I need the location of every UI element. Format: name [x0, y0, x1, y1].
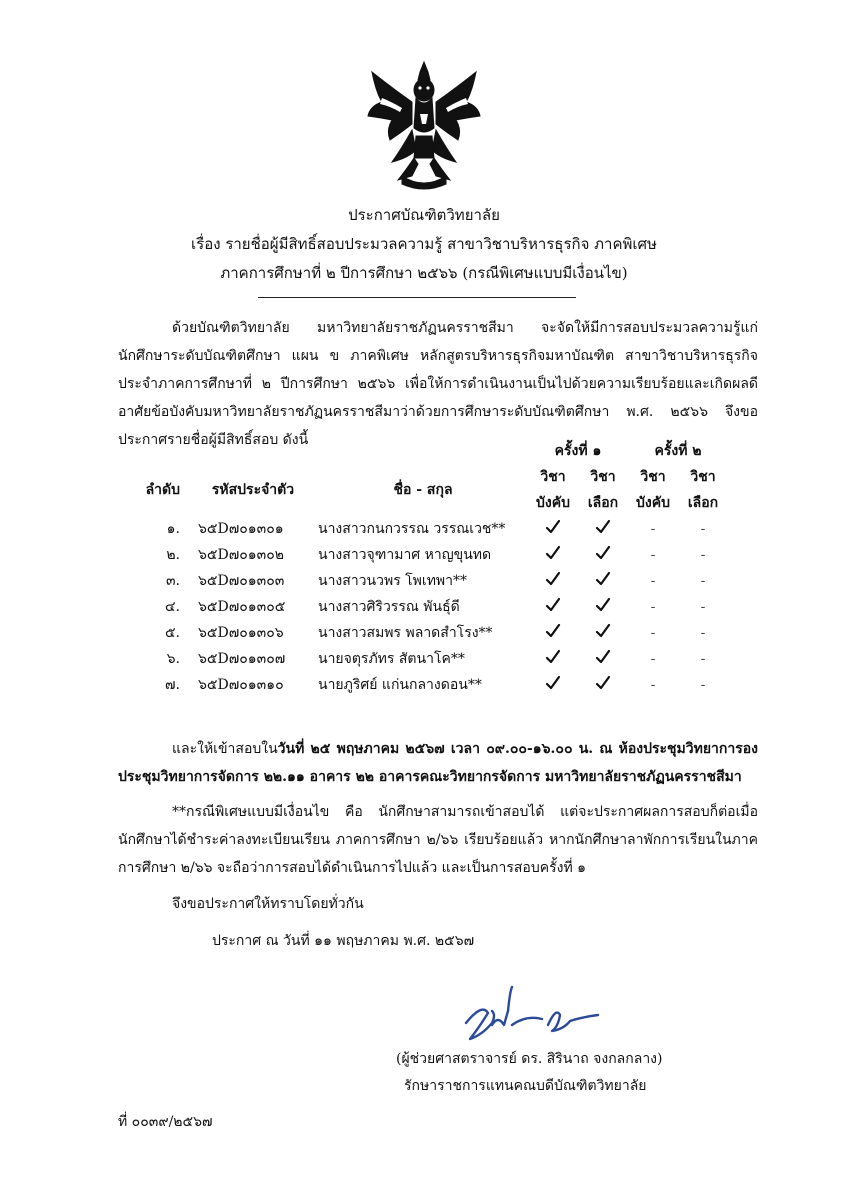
dash-mark: -: [650, 521, 656, 537]
checkmark-icon: [528, 516, 578, 542]
required-subject-header: บังคับ: [536, 495, 570, 511]
student-name: นางสาวสมพร พลาดสำโรง**: [318, 625, 493, 641]
student-name: นางสาวนวพร โพเทพา**: [318, 573, 468, 589]
subject-label: วิชา: [590, 469, 616, 485]
row-number: ๒.: [166, 547, 180, 563]
dash-mark: -: [700, 651, 706, 667]
announcement-title: ประกาศบัณฑิตวิทยาลัย: [348, 206, 500, 224]
checkmark-icon: [578, 646, 628, 672]
checkmark-icon: [578, 516, 628, 542]
required-subject-header: บังคับ: [636, 495, 670, 511]
candidate-rows: [118, 516, 728, 698]
dash-mark: -: [700, 625, 706, 641]
round-1-header: ครั้งที่ ๑: [554, 443, 602, 459]
dash-mark: -: [650, 677, 656, 693]
dash-mark: -: [700, 677, 706, 693]
subject-line: เรื่อง รายชื่อผู้มีสิทธิ์สอบประมวลความรู้ สาขาวิชาบริหารธุรกิจ ภาคพิเศษ: [191, 235, 657, 253]
student-id: ๖๕D๗๐๑๓๐๓: [198, 573, 285, 589]
col-id-header: รหัสประจำตัว: [211, 482, 295, 498]
table-row: [118, 594, 728, 620]
subject-label: วิชา: [640, 469, 666, 485]
student-name: นางสาวศิริวรรณ พันธุ์ดี: [318, 599, 460, 615]
dash-mark: -: [650, 599, 656, 615]
elective-subject-header: เลือก: [587, 495, 619, 511]
student-id: ๖๕D๗๐๑๓๑๐: [198, 677, 284, 693]
student-name: นางสาวจุฑามาศ หาญขุนทด: [318, 547, 492, 563]
checkmark-icon: [528, 594, 578, 620]
round-2-header: ครั้งที่ ๒: [654, 443, 702, 459]
dash-mark: -: [650, 651, 656, 667]
table-row: [118, 568, 728, 594]
checkmark-icon: [528, 646, 578, 672]
student-id: ๖๕D๗๐๑๓๐๑: [198, 521, 284, 537]
col-name-header: ชื่อ - สกุล: [393, 482, 453, 498]
student-id: ๖๕D๗๐๑๓๐๒: [198, 547, 285, 563]
checkmark-icon: [578, 620, 628, 646]
row-number: ๔.: [164, 599, 180, 615]
note-paragraph: **กรณีพิเศษแบบมีเงื่อนไข คือ นักศึกษาสามารถเข้าสอบได้ แต่จะประกาศผลการสอบก็ต่อเมื่อนักศึกษาได้ชำระค่าลงทะเบียนเรียน ภาคการศึกษา ๒/๖๖ เรียบร้อยแล้ว หากนักศึกษาลาพักการเรียนในภาคการศึกษา ๒/๖๖ จะถือว่าการสอบได้ดำเนินการไปแล้ว และเป็นการสอบครั้งที่ ๑: [118, 804, 758, 876]
document-number: ที่ ๐๐๓๙/๒๕๖๗: [118, 1114, 213, 1130]
dash-mark: -: [650, 547, 656, 563]
table-row: [118, 620, 728, 646]
signer-name: (ผู้ช่วยศาสตราจารย์ ดร. สิรินาถ จงกลกลาง): [396, 1051, 663, 1067]
checkmark-icon: [578, 672, 628, 698]
checkmark-icon: [578, 594, 628, 620]
dash-mark: -: [700, 547, 706, 563]
signer-position: รักษาราชการแทนคณบดีบัณฑิตวิทยาลัย: [404, 1078, 647, 1094]
term-line: ภาคการศึกษาที่ ๒ ปีการศึกษา ๒๕๖๖ (กรณีพิเศษแบบมีเงื่อนไข): [220, 264, 628, 282]
row-number: ๕.: [164, 625, 180, 641]
table-row: [118, 672, 728, 698]
student-id: ๖๕D๗๐๑๓๐๗: [198, 651, 286, 667]
row-number: ๑.: [166, 521, 180, 537]
dash-mark: -: [700, 573, 706, 589]
table-row: [118, 646, 728, 672]
subject-label: วิชา: [690, 469, 716, 485]
subject-label: วิชา: [540, 469, 566, 485]
dash-mark: -: [650, 625, 656, 641]
col-no-header: ลำดับ: [145, 482, 180, 498]
student-id: ๖๕D๗๐๑๓๐๖: [198, 625, 284, 641]
intro-paragraph: ด้วยบัณฑิตวิทยาลัย มหาวิทยาลัยราชภัฏนครราชสีมา จะจัดให้มีการสอบประมวลความรู้แก่นักศึกษาระดับบัณฑิตศึกษา แผน ข ภาคพิเศษ หลักสูตรบริหารธุรกิจมหาบัณฑิต สาขาวิชาบริหารธุรกิจ ประจำภาคการศึกษาที่ ๒ ปีการศึกษา ๒๕๖๖ เพื่อให้การดำเนินงานเป็นไปด้วยความเรียบร้อยและเกิดผลดี อาศัยข้อบังคับมหาวิทยาลัยราชภัฏนครราชสีมาว่าด้วยการศึกษาระดับบัณฑิตศึกษา พ.ศ. ๒๕๖๖ จึงขอประกาศรายชื่อผู้มีสิทธิ์สอบ ดังนี้: [118, 320, 758, 448]
checkmark-icon: [578, 568, 628, 594]
exam-lead: และให้เข้าสอบใน: [172, 741, 278, 757]
table-row: [118, 542, 728, 568]
dash-mark: -: [700, 521, 706, 537]
signature: [452, 985, 622, 1045]
student-name: นางสาวกนกวรรณ วรรณเวช**: [318, 521, 506, 537]
closing-line: จึงขอประกาศให้ทราบโดยทั่วกัน: [172, 896, 364, 912]
table-row: [118, 516, 728, 542]
exam-datetime-venue: วันที่ ๒๕ พฤษภาคม ๒๕๖๗ เวลา ๐๙.๐๐-๑๖.๐๐ น. ณ ห้องประชุมวิทยาการองประชุมวิทยาการจัดการ ๒๒.๑๑ อาคาร ๒๒ อาคารคณะวิทยากรจัดการ มหาวิทยาลัยราชภัฏนครราชสีมา: [118, 741, 758, 785]
header-divider: [258, 297, 576, 298]
elective-subject-header: เลือก: [687, 495, 719, 511]
checkmark-icon: [528, 672, 578, 698]
row-number: ๓.: [165, 573, 180, 589]
row-number: ๖.: [166, 651, 180, 667]
candidate-table: [118, 438, 728, 698]
exam-paragraph: [118, 735, 758, 791]
dash-mark: -: [700, 599, 706, 615]
student-name: นายภูริศย์ แก่นกลางดอน**: [318, 677, 482, 693]
checkmark-icon: [528, 620, 578, 646]
student-id: ๖๕D๗๐๑๓๐๕: [198, 599, 286, 615]
announce-date: ประกาศ ณ วันที่ ๑๑ พฤษภาคม พ.ศ. ๒๕๖๗: [212, 933, 475, 949]
checkmark-icon: [528, 568, 578, 594]
dash-mark: -: [650, 573, 656, 589]
checkmark-icon: [528, 542, 578, 568]
garuda-emblem: [362, 58, 486, 194]
row-number: ๗.: [165, 677, 180, 693]
checkmark-icon: [578, 542, 628, 568]
student-name: นายจตุรภัทร สัตนาโค**: [318, 651, 465, 667]
